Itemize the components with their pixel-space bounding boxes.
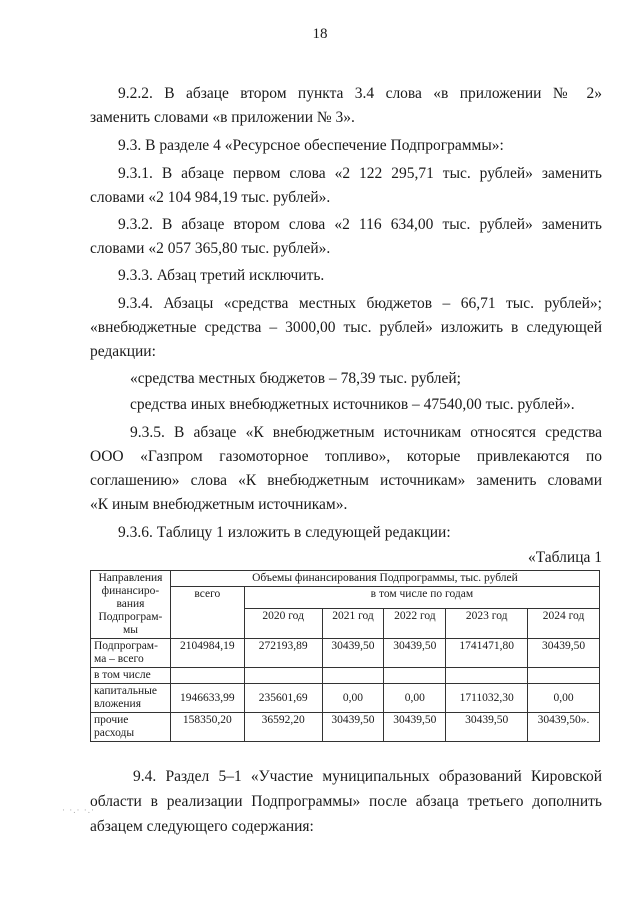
cell-value: 30439,50 [384, 639, 446, 668]
table-row [91, 668, 600, 684]
cell-total: 158350,20 [170, 713, 244, 742]
header-volumes: Объемы финансирования Подпрограммы, тыс. рублей [170, 571, 599, 587]
paragraph-9-3-4-line1: 9.3.4. Абзацы «средства местных бюджетов – 66,71 тыс. рублей»; [118, 295, 602, 312]
paragraph-9-3: 9.3. В разделе 4 «Ресурсное обеспечение Подпрограммы»: [118, 137, 504, 154]
row-label: в том числе [91, 668, 171, 684]
cell-value: 0,00 [322, 684, 384, 713]
paragraph-9-4-line2: области в реализации Подпрограммы» после абзаца третьего дополнить [90, 793, 602, 810]
cell-value: 30439,50». [528, 713, 600, 742]
paragraph-9-3-5-line3: соглашению» слова «К внебюджетным источникам» заменить словами [90, 472, 602, 489]
cell-value: 30439,50 [528, 639, 600, 668]
cell-value: 0,00 [528, 684, 600, 713]
cell-value: 30439,50 [322, 713, 384, 742]
cell-total: 2104984,19 [170, 639, 244, 668]
cell-value: 36592,20 [244, 713, 322, 742]
paragraph-9-3-4-line3: редакции: [90, 343, 156, 360]
header-year: 2022 год [384, 609, 446, 639]
row-label: капитальные вложения [91, 684, 171, 713]
header-year: 2024 год [528, 609, 600, 639]
cell-value: 0,00 [384, 684, 446, 713]
paragraph-9-3-1-line1: 9.3.1. В абзаце первом слова «2 122 295,71 тыс. рублей» заменить [118, 165, 602, 182]
header-direction: Направления финансиро-вания Подпрограм-мы [91, 571, 171, 639]
stray-marks: · ·.· ·.· [62, 805, 95, 815]
paragraph-9-2-2-line2: заменить словами «в приложении № 3». [90, 109, 355, 126]
paragraph-9-3-1-line2: словами «2 104 984,19 тыс. рублей». [90, 189, 331, 206]
header-year: 2020 год [244, 609, 322, 639]
cell-value: 272193,89 [244, 639, 322, 668]
row-label: прочие расходы [91, 713, 171, 742]
table-row [91, 684, 600, 713]
table-row [91, 639, 600, 668]
paragraph-9-3-5-line1: 9.3.5. В абзаце «К внебюджетным источникам относятся средства [130, 424, 602, 441]
paragraph-9-2-2-line1: 9.2.2. В абзаце втором пункта 3.4 слова «в приложении № 2» [118, 85, 602, 102]
row-label: Подпрограм-ма – всего [91, 639, 171, 668]
cell-value: 235601,69 [244, 684, 322, 713]
cell-value: 30439,50 [384, 713, 446, 742]
page-number: 18 [312, 26, 328, 42]
paragraph-9-3-2-line1: 9.3.2. В абзаце втором слова «2 116 634,00 тыс. рублей» заменить [118, 216, 602, 233]
paragraph-9-3-5-line2: ООО «Газпром газомоторное топливо», которые привлекаются по [90, 448, 602, 465]
quoted-line-local-budgets: «средства местных бюджетов – 78,39 тыс. рублей; [130, 370, 461, 387]
cell-value: 1711032,30 [446, 684, 528, 713]
paragraph-9-3-2-line2: словами «2 057 365,80 тыс. рублей». [90, 240, 331, 257]
table-caption: «Таблица 1 [527, 549, 602, 566]
paragraph-9-3-4-line2: «внебюджетные средства – 3000,00 тыс. рублей» изложить в следующей [90, 319, 602, 336]
header-by-years: в том числе по годам [244, 587, 599, 609]
quoted-line-extrabudgetary: средства иных внебюджетных источников – 47540,00 тыс. рублей». [130, 396, 575, 413]
table-row [91, 713, 600, 742]
cell-value: 1741471,80 [446, 639, 528, 668]
financing-table [90, 570, 600, 742]
header-year: 2021 год [322, 609, 384, 639]
paragraph-9-4-line3: абзацем следующего содержания: [90, 818, 314, 835]
cell-total: 1946633,99 [170, 684, 244, 713]
paragraph-9-3-3: 9.3.3. Абзац третий исключить. [118, 267, 325, 284]
header-year: 2023 год [446, 609, 528, 639]
paragraph-9-3-6: 9.3.6. Таблицу 1 изложить в следующей редакции: [118, 524, 451, 541]
header-total: всего [170, 587, 244, 639]
paragraph-9-4-line1: 9.4. Раздел 5–1 «Участие муниципальных образований Кировской [133, 768, 602, 785]
paragraph-9-3-5-line4: «К иным внебюджетным источникам». [90, 496, 348, 513]
cell-value: 30439,50 [446, 713, 528, 742]
cell-value: 30439,50 [322, 639, 384, 668]
